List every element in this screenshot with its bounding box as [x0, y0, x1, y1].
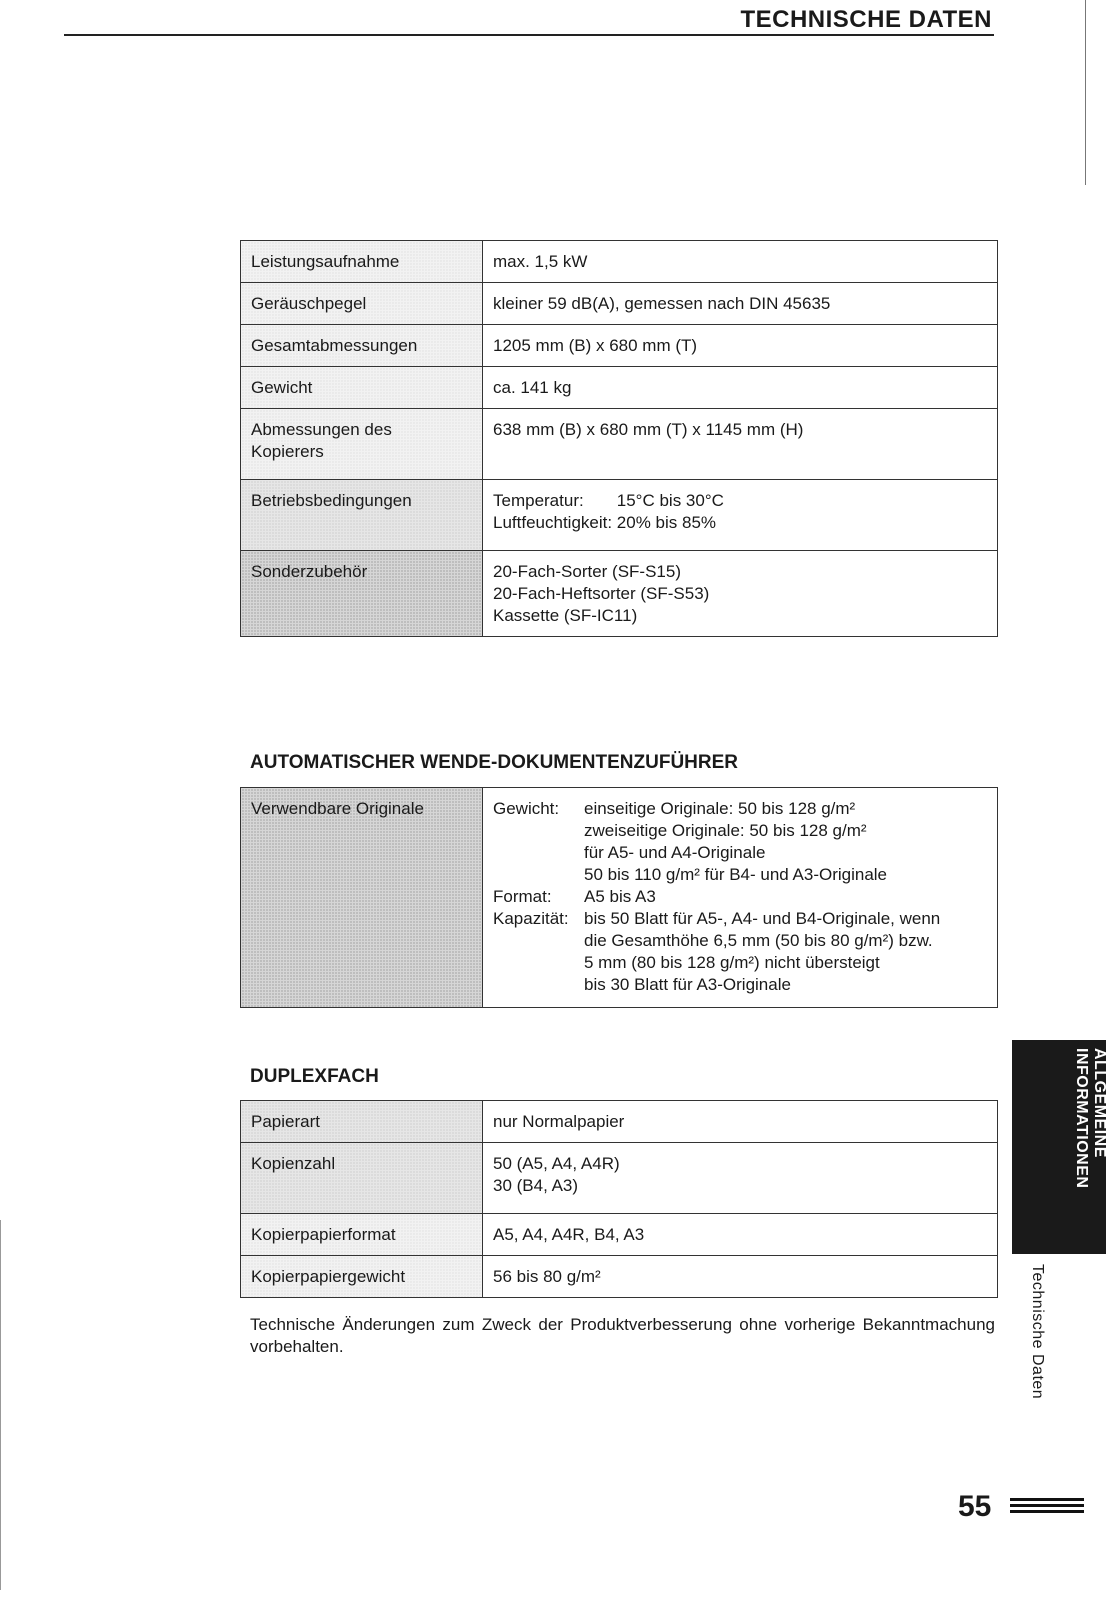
spec-label: Verwendbare Originale	[241, 788, 483, 1008]
spec-value: A5, A4, A4R, B4, A3	[483, 1214, 998, 1256]
spec-label: Gesamtabmessungen	[241, 325, 483, 367]
table-row	[241, 480, 998, 551]
section-side-label: Technische Daten	[1029, 1264, 1046, 1400]
spec-value: ca. 141 kg	[483, 367, 998, 409]
spec-value: nur Normalpapier	[483, 1101, 998, 1143]
spec-label: Abmessungen des Kopierers	[241, 409, 483, 480]
spec-value: max. 1,5 kW	[483, 241, 998, 283]
spec-label: Leistungsaufnahme	[241, 241, 483, 283]
duplex-table	[240, 1100, 998, 1298]
spec-value: Temperatur: 15°C bis 30°C Luftfeuchtigkeit: 20% bis 85%	[483, 480, 998, 551]
table-row	[241, 788, 998, 1008]
table-row	[241, 1214, 998, 1256]
spec-label: Kopierpapiergewicht	[241, 1256, 483, 1298]
page-edge-line	[0, 1220, 1, 1590]
spec-label: Betriebsbedingungen	[241, 480, 483, 551]
spec-value: 638 mm (B) x 680 mm (T) x 1145 mm (H)	[483, 409, 998, 480]
adf-table	[240, 787, 998, 1008]
spec-label: Sonderzubehör	[241, 551, 483, 637]
spec-label: Geräuschpegel	[241, 283, 483, 325]
spec-label: Papierart	[241, 1101, 483, 1143]
spec-value: 50 (A5, A4, A4R) 30 (B4, A3)	[483, 1143, 998, 1214]
page-marker-bars	[1010, 1498, 1084, 1516]
table-row	[241, 1101, 998, 1143]
table-row	[241, 1256, 998, 1298]
spec-value: 1205 mm (B) x 680 mm (T)	[483, 325, 998, 367]
spec-value: 20-Fach-Sorter (SF-S15) 20-Fach-Heftsorter (SF-S53) Kassette (SF-IC11)	[483, 551, 998, 637]
adf-details: Gewicht: einseitige Originale: 50 bis 128 g/m² zweiseitige Originale: 50 bis 128 g/m² für A5- und A4-Originale 50 bis 110 g/m² für B4- und A3-Originale Format: A5 bis A3 Kapazität: bis 50 Blatt für A5-, A4- und B4-Originale, wenn die Gesamthöhe 6,5 mm (50 bis 80 g/m²) bzw. 5 mm (80 bis 128 g/m²) nicht übersteigt bis 30 Blatt für A3-Originale	[493, 799, 941, 994]
table-row	[241, 367, 998, 409]
table-row	[241, 409, 998, 480]
page-number: 55	[958, 1490, 992, 1523]
section-heading-duplex: DUPLEXFACH	[250, 1066, 379, 1087]
table-row	[241, 325, 998, 367]
section-tab-label: ALLGEMEINE INFORMATIONEN	[1073, 1048, 1108, 1189]
spec-label: Kopierpapierformat	[241, 1214, 483, 1256]
spec-value: kleiner 59 dB(A), gemessen nach DIN 45635	[483, 283, 998, 325]
header-rule	[64, 34, 994, 36]
spec-value	[483, 788, 998, 1008]
general-specs-table	[240, 240, 998, 637]
section-heading-adf: AUTOMATISCHER WENDE-DOKUMENTENZUFÜHRER	[250, 752, 738, 773]
table-row	[241, 241, 998, 283]
page-edge-line	[1085, 0, 1086, 185]
table-row	[241, 551, 998, 637]
spec-value: 56 bis 80 g/m²	[483, 1256, 998, 1298]
spec-label: Kopienzahl	[241, 1143, 483, 1214]
spec-label: Gewicht	[241, 367, 483, 409]
header-title: TECHNISCHE DATEN	[740, 6, 992, 33]
footnote: Technische Änderungen zum Zweck der Produktverbesserung ohne vorherige Bekanntmachung vorbehalten.	[250, 1315, 995, 1356]
table-row	[241, 1143, 998, 1214]
table-row	[241, 283, 998, 325]
section-tab	[1012, 1040, 1106, 1254]
